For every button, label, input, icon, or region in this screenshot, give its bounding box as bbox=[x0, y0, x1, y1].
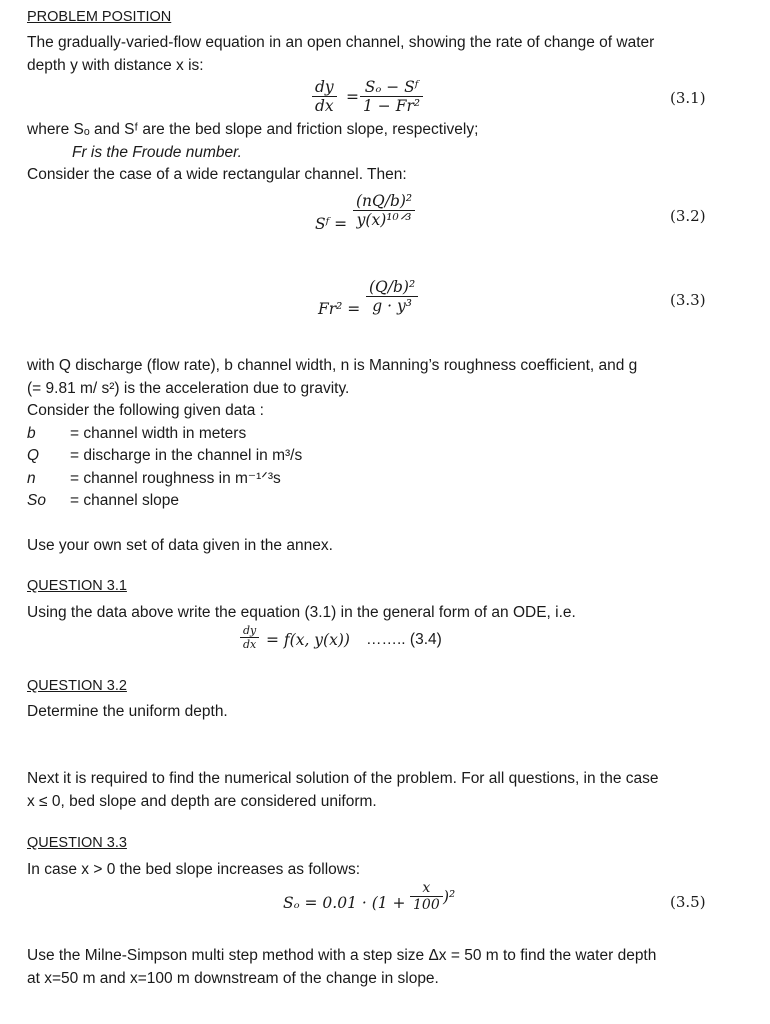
next-line-2: x ≤ 0, bed slope and depth are considered uniform. bbox=[27, 793, 377, 810]
eq32-lhs: Sᶠ = bbox=[315, 215, 348, 233]
froude-line: Fr is the Froude number. bbox=[72, 144, 242, 161]
given-sym-b: b bbox=[27, 425, 36, 442]
given-sym-n: n bbox=[27, 470, 36, 487]
q33-100: 100 bbox=[413, 897, 440, 913]
given-sym-so: So bbox=[27, 492, 46, 509]
eq33-fraction bbox=[366, 278, 418, 315]
eq31-label: (3.1) bbox=[670, 89, 706, 107]
eq32-numerator: (nQ/b)² bbox=[356, 192, 413, 210]
eq31-equals: = bbox=[346, 88, 359, 106]
q31-eq-rhs: = f(x, y(x)) bbox=[266, 631, 350, 649]
eq31-dx: dx bbox=[315, 97, 334, 115]
given-intro: Consider the following given data : bbox=[27, 402, 264, 419]
given-desc-so: = channel slope bbox=[70, 492, 180, 509]
eq31-dy: dy bbox=[315, 78, 334, 96]
eq32-denominator: y(x)¹⁰ᐟ³ bbox=[356, 211, 412, 229]
q33-x: x bbox=[422, 880, 431, 896]
eq31-denominator: 1 − Fr² bbox=[363, 97, 421, 115]
q31-dy: dy bbox=[243, 624, 257, 637]
consider-line: Consider the case of a wide rectangular channel. Then: bbox=[27, 166, 407, 183]
milne-line-2: at x=50 m and x=100 m downstream of the change in slope. bbox=[27, 970, 439, 987]
with-line-2: (= 9.81 m/ s²) is the acceleration due to gravity. bbox=[27, 380, 350, 397]
eq32-label: (3.2) bbox=[670, 207, 706, 225]
eq31-right-fraction bbox=[360, 78, 423, 115]
q31-text: Using the data above write the equation (3.1) in the general form of an ODE, i.e. bbox=[27, 604, 576, 621]
with-line-1: with Q discharge (flow rate), b channel width, n is Manning’s roughness coefficient, and g bbox=[27, 357, 638, 374]
eq31-numerator: Sₒ − Sᶠ bbox=[364, 78, 419, 96]
where-line: where Sₒ and Sᶠ are the bed slope and friction slope, respectively; bbox=[27, 121, 479, 138]
eq33-lhs: Fr² = bbox=[318, 300, 361, 318]
milne-line-1: Use the Milne-Simpson multi step method with a step size Δx = 50 m to find the water depth bbox=[27, 947, 657, 964]
next-line-1: Next it is required to find the numerical solution of the problem. For all questions, in the case bbox=[27, 770, 659, 787]
q31-dx: dx bbox=[243, 638, 257, 651]
given-desc-n: = channel roughness in m⁻¹ᐟ³s bbox=[70, 470, 281, 487]
given-desc-b: = channel width in meters bbox=[70, 425, 247, 442]
q31-fraction bbox=[240, 624, 259, 651]
q33-eq-label: (3.5) bbox=[670, 893, 706, 911]
q31-heading: QUESTION 3.1 bbox=[27, 578, 127, 594]
eq32-fraction bbox=[353, 192, 415, 229]
q32-text: Determine the uniform depth. bbox=[27, 703, 228, 720]
problem-heading: PROBLEM POSITION bbox=[27, 9, 172, 25]
annex-line: Use your own set of data given in the annex. bbox=[27, 537, 333, 554]
given-sym-q: Q bbox=[27, 447, 40, 464]
eq33-denominator: g · y³ bbox=[372, 297, 412, 315]
intro-line-1: The gradually-varied-flow equation in an open channel, showing the rate of change of water bbox=[27, 34, 655, 51]
eq33-label: (3.3) bbox=[670, 291, 706, 309]
q31-eq-label: …….. (3.4) bbox=[366, 631, 442, 648]
eq31-left-fraction bbox=[312, 78, 337, 115]
q32-heading: QUESTION 3.2 bbox=[27, 678, 127, 694]
given-desc-q: = discharge in the channel in m³/s bbox=[70, 447, 303, 464]
q33-fraction bbox=[410, 880, 443, 913]
q33-eq-lhs: Sₒ = 0.01 · (1 + bbox=[283, 894, 406, 912]
eq33-numerator: (Q/b)² bbox=[369, 278, 416, 296]
intro-line-2: depth y with distance x is: bbox=[27, 57, 204, 74]
q33-text: In case x > 0 the bed slope increases as follows: bbox=[27, 861, 361, 878]
q33-heading: QUESTION 3.3 bbox=[27, 835, 127, 851]
q33-eq-close: )² bbox=[443, 888, 456, 906]
